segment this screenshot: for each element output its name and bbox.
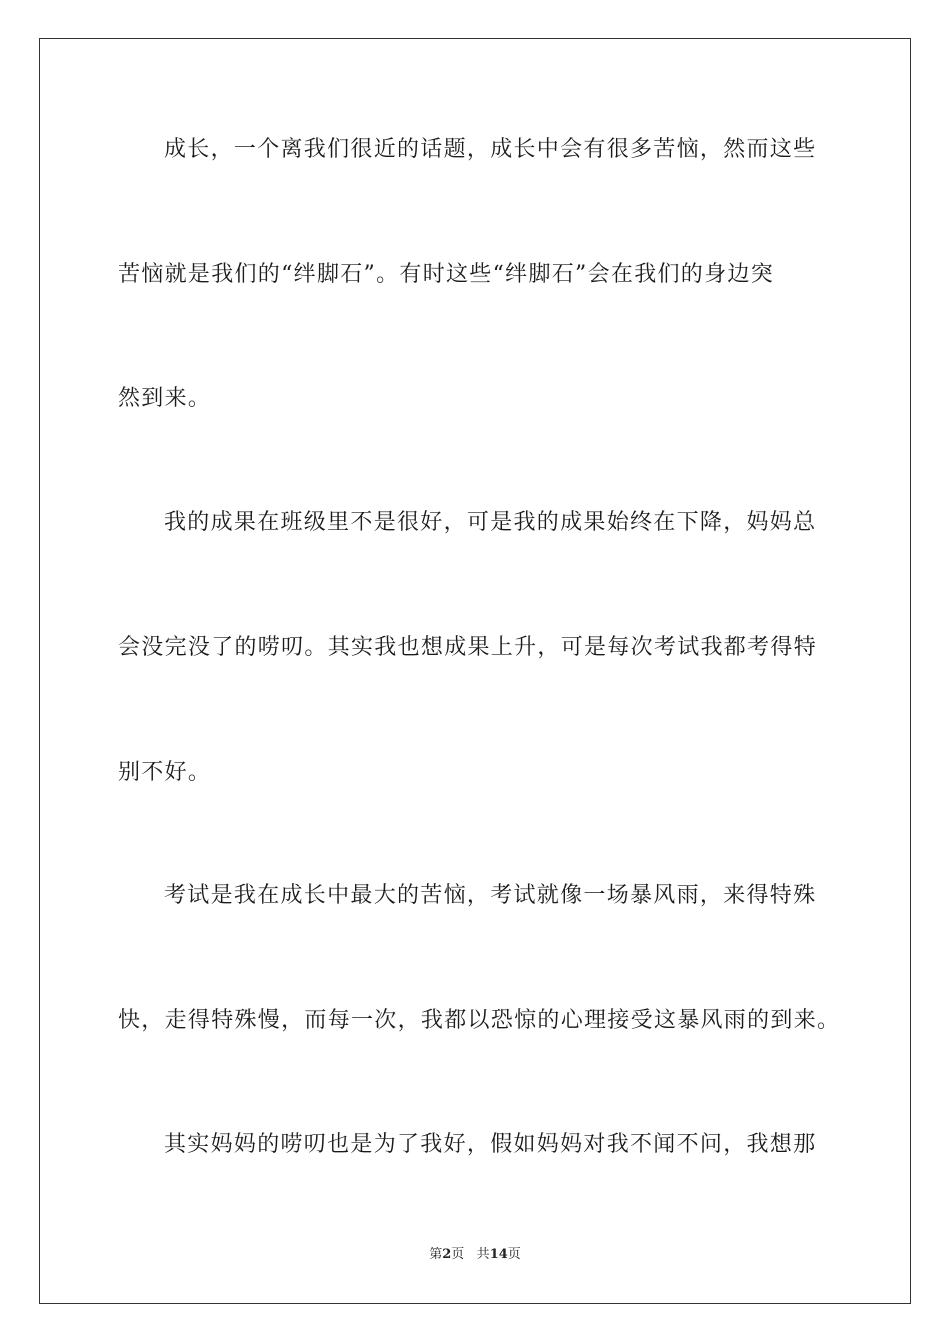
page-border [39, 38, 911, 1304]
paragraph-1-line-1: 成长，一个离我们很近的话题，成长中会有很多苦恼，然而这些 [164, 137, 817, 162]
total-suffix: 页 [507, 1247, 521, 1262]
page-prefix: 第 [429, 1247, 443, 1262]
page-suffix: 页 [451, 1247, 465, 1262]
total-prefix: 共 [476, 1247, 490, 1262]
page-number: 2 [442, 1247, 452, 1262]
paragraph-2-line-2: 会没完没了的唠叨。其实我也想成果上升，可是每次考试我都考得特 [118, 635, 818, 660]
paragraph-4-line-1: 其实妈妈的唠叨也是为了我好，假如妈妈对我不闻不问，我想那 [164, 1132, 817, 1157]
paragraph-2-line-1: 我的成果在班级里不是很好，可是我的成果始终在下降，妈妈总 [164, 510, 817, 535]
paragraph-2-line-3: 别不好。 [118, 760, 212, 785]
paragraph-1-line-2: 苦恼就是我们的“绊脚石”。有时这些“绊脚石”会在我们的身边突 [118, 262, 774, 287]
total-pages: 14 [489, 1247, 508, 1262]
paragraph-3-line-1: 考试是我在成长中最大的苦恼，考试就像一场暴风雨，来得特殊 [164, 883, 817, 908]
page-footer [0, 1246, 950, 1264]
paragraph-1-line-3: 然到来。 [118, 386, 212, 411]
paragraph-3-line-2: 快，走得特殊慢，而每一次，我都以恐惊的心理接受这暴风雨的到来。 [118, 1008, 841, 1033]
